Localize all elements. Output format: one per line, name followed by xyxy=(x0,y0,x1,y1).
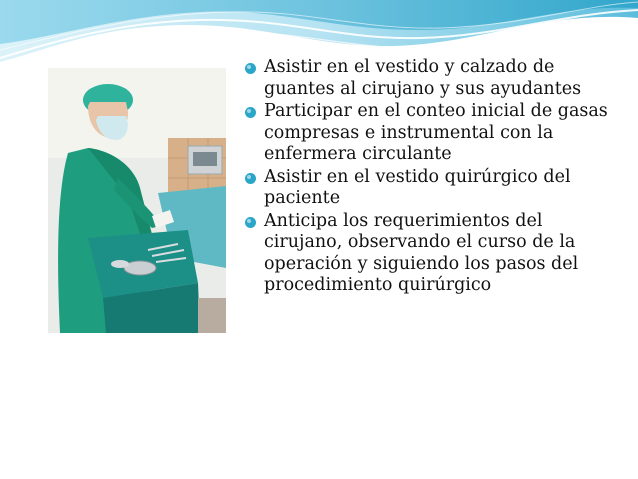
bullet-text: Anticipa los requerimientos del cirujano, observando el curso de la operación y siguiendo los pasos del procedimiento quirúrgico xyxy=(264,210,579,295)
bullet-text: Asistir en el vestido quirúrgico del paciente xyxy=(264,166,571,208)
bullet-item xyxy=(244,211,624,297)
round-bullet-icon xyxy=(245,173,256,184)
round-bullet-icon xyxy=(245,217,256,228)
bullet-item xyxy=(244,57,624,100)
round-bullet-icon xyxy=(245,63,256,74)
bullet-text: Participar en el conteo inicial de gasas compresas e instrumental con la enfermera circulante xyxy=(264,101,608,164)
surgical-nurse-photo xyxy=(48,68,226,333)
bullet-item xyxy=(244,167,624,210)
bullet-item xyxy=(244,101,624,166)
bullet-list xyxy=(244,57,624,298)
round-bullet-icon xyxy=(245,107,256,118)
bullet-text: Asistir en el vestido y calzado de guantes al cirujano y sus ayudantes xyxy=(264,57,582,99)
